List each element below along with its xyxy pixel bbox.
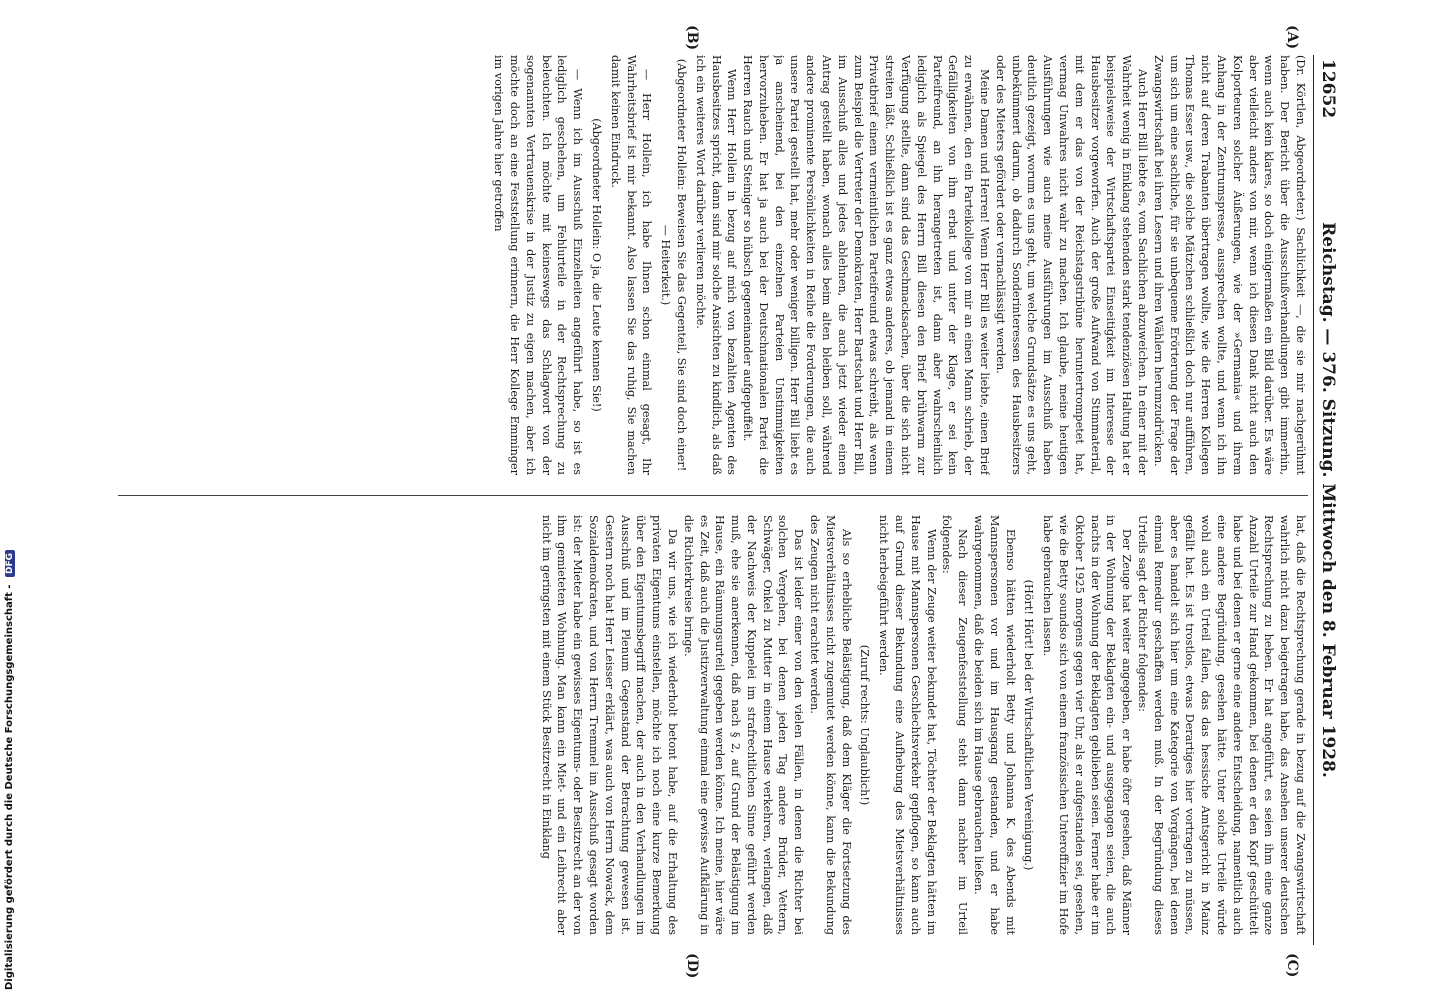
paragraph: — Herr Hollein, ich habe Ihnen schon einmal gesagt, Ihr Wahrheitsbrief ist mir bekannt. Also lassen Sie das ruhig, Sie machen damit keinen Eindruck. — [608, 55, 654, 475]
margin-marker-b: (B) — [684, 25, 700, 51]
paragraph: Nach dieser Zeugenfeststellung steht dann nachher im Urteil folgendes: — [940, 515, 970, 935]
page-title: Reichstag. — 376. Sitzung. Mittwoch den 8. Februar 1928. — [1318, 222, 1338, 778]
column-divider — [118, 495, 1308, 496]
interjection: (Hört! Hört! bei der Wirtschaftlichen Vereinigung.) — [1022, 579, 1036, 871]
paragraph: Da wir uns, wie ich wiederholt betont habe, auf die Erhaltung des privaten Eigentums einstellen, möchte ich noch eine kurze Bemerkung über den Eigentumsbegriff machen, der auch in den Verhandlungen im Ausschuß und im Plenum Gegenstand der Betrachtung gewesen ist. Gestern noch hat Herr Leisser erklärt, was auch von Herrn Nowack, dem Sozialdemokraten, und von Herrn Tremmel im Ausschuß gesagt worden ist: der Mieter habe ein gewisses Eigentums- oder Besitzrecht an der von ihm gemieteten Wohnung. Man kann ein Miet- und ein Leihrecht aber nicht im geringsten mit einem Stück Besitzrecht in Einklang — [539, 515, 679, 935]
paragraph: hat, daß die Rechtsprechung gerade in bezug auf die Zwangswirtschaft wahrlich nicht dazu beigetragen habe, das Ansehen unserer deutschen Rechtsprechung zu heben. Er hat angeführt, es seien ihm eine ganze Anzahl Urteile zur Hand gekommen, bei denen er den Kopf geschüttelt habe und bei denen er gerne eine andere Entscheidung, namentlich auch eine andere Begründung, gesehen hätte. Unter solche Urteile würde wohl auch ein Urteil fallen, das das hessische Amtsgericht in Mainz gefällt hat. Es ist trostlos, etwas Derartiges hier vortragen zu müssen, aber es handelt sich hier um eine Kategorie von Vorgängen, bei denen einmal Remedur geschaffen werden muß. In der Begründung dieses Urteils sagt der Richter folgendes: — [1136, 515, 1307, 935]
margin-marker-d: (D) — [684, 953, 700, 979]
rotated-document-page — [110, 25, 1340, 979]
margin-marker-a: (A) — [1284, 25, 1300, 50]
paragraph: Auch Herr Bill liebte es, vom Sachlichen abzuweichen. In einer mit der Wahrheit wenig in Einklang stehenden stark tendenziösen Haltung hat er beispielsweise der Wirtschaftspartei Einseitigkeit im Interesse der Hausbesitzer vorgeworfen. Auch der große Aufwand von Stimmaterial, mit dem er das von der Reichstagstribüne heruntertrompetet hat, vermag Unwahres nicht wahr zu machen. Ich glaube, meine heutigen Ausführungen wie auch meine Ausführungen im Ausschuß haben deutlich gezeigt, worum es uns geht, um welche Grundsätze es uns geht, unbekümmert darum, ob dadurch Sonderinteressen des Hausbesitzers oder des Mieters gefördert oder vernachlässigt werden. — [993, 55, 1150, 475]
digitization-footer — [4, 0, 22, 990]
quoted-paragraph: Ebenso hätten wiederholt Betty und Johanna K. des Abends mit Mannspersonen vor und im Hausgang gestanden, und er habe wahrgenommen, daß die beiden sich im Hause gebrauchen ließen. — [972, 515, 1017, 935]
quoted-paragraph: Der Zeuge hat weiter angegeben, er habe öfter gesehen, daß Männer in der Wohnung der Beklagten ein- und ausgegangen seien, die auch nachts in der Wohnung der Beklagten geblieben seien. Ferner habe er im Oktober 1925 morgens gegen vier Uhr, als er aufgestanden sei, gesehen, wie die Betty soundso sich von einem französischen Unteroffizier im Hofe habe gebrauchen lassen. — [1041, 515, 1134, 935]
right-column — [118, 515, 1308, 935]
footer-text: Digitalisierung gefördert durch die Deutsche Forschungsgemeinschaft - — [4, 584, 15, 990]
interjection: (Zuruf rechts: Unglaublich!) — [858, 644, 872, 806]
quoted-paragraph: Wenn der Zeuge weiter bekundet hat, Töchter der Beklagten hätten im Hause mit Mannspersonen Geschlechtsverkehr gepflogen, so kann auch auf Grund dieser Bekundung eine Aufhebung des Mietsverhältnisses nicht herbeigeführt werden. — [877, 515, 938, 935]
left-column — [118, 55, 1308, 475]
page-number: 12652 — [1318, 59, 1338, 119]
margin-marker-c: (C) — [1284, 953, 1300, 978]
paragraph: — Wenn ich im Ausschuß Einzelheiten angeführt habe, so ist es lediglich geschehen, um Fehlurteile in der Rechtsprechung zu beleuchten. Ich möchte mit keineswegs das Schlagwort von der sogenannten Vertrauenskrise in der Justiz zu eigen machen, aber ich möchte doch an eine Feststellung erinnern, die Herr Kollege Emminger im vorigen Jahre hier getroffen — [492, 55, 585, 475]
quoted-paragraph: Als so erhebliche Belästigung, daß dem Kläger die Fortsetzung des Mietsverhältnisses nicht zugemutet werden könne, kann die Bekundung des Zeugen nicht erachtet werden. — [808, 515, 853, 935]
paragraph: Meine Damen und Herren! Wenn Herr Bill es weiter liebte, einen Brief zu erwähnen, den ein Parteikollege von mir an einen Mann schrieb, der Gefälligkeiten von ihm erbat und unter der Klage, er sei kein Parteifreund, an ihn herangetreten ist, dann aber wahrscheinlich lediglich als Spiegel des Herrn Bill diesen den Brief brühwarm zur Verfügung stellte, dann sind das Geschmacksachen, über die sich nicht streiten läßt. Schließlich ist es ganz etwas anderes, ob jemand in einem Privatbrief einem vermeintlichen Parteifreund etwas schreibt, als wenn zum Beispiel die Vertreter der Demokraten, Herr Bartschat und Herr Bill, im Ausschuß alles und jedes ablehnen, die auch jetzt wieder einen Antrag gestellt haben, wonach alles beim alten bleiben soll, während andere prominente Persönlichkeiten in Reihe die Forderungen, die auch unsere Partei gestellt hat, mehr oder weniger billigen. Herr Bill liebt es ja anscheinend, bei den einzelnen Parteien Unstimmigkeiten hervorzuheben. Er hat ja auch bei der Deutschnationalen Partei die Herren Rauch und Steiniger so hübsch gegeneinander aufgepuffelt. — [741, 55, 992, 475]
paragraph: Das ist leider einer von den vielen Fällen, in denen die Richter bei solchen Vergehen, bei denen jeden Tag andere Brüder, Vettern, Schwäger, Onkel zu Mutter in einem Hause verkehren, verlangen, daß der Nachweis der Kuppelei im strafrechtlichen Sinne geführt werden muß, ehe sie anerkennen, daß nach § 2, auf Grund der Belästigung im Hause, ein Räumungsurteil gegeben werden könne. Ich meine, hier wäre es Zeit, daß auch die Justizverwaltung einmal eine gewisse Aufklärung in die Richterkreise bringe. — [681, 515, 806, 935]
paragraph: Wenn Herr Hollein in bezug auf mich von bezahlten Agenten des Hausbesitzes spricht, dann sind mir solche Ansichten zu kindlich, als daß ich ein weiteres Wort darüber verlieren möchte. — [693, 55, 739, 475]
dfg-logo: DFG — [5, 550, 15, 577]
paragraph: (Dr. Körtlen, Abgeordneter.) Sachlichkeit —, die sie mir nachgerühmt haben. Der Bericht über die Ausschußverhandlungen gibt immerhin, wenn auch kein klares, so doch einigermaßen ein Bild darüber. Es wäre aber vielleicht anders von mir, wenn ich diesen Dank nicht auch den Kolporteuren solcher Äußerungen, wie der »Germania« und ihrem Anhang in der Zentrumspresse, aussprechen wollte, und wenn ich ihn nicht auf deren Trabanten übertragen wollte, wie die Herren Kollegen Thomas Esser usw., die solche Mätzchen schließlich doch nur aufführen, um sich um eine sachliche, für sie unbequeme Erörterung der Frage der Zwangswirtschaft bei ihren Lesern und ihren Wählern herumzudrücken. — [1151, 55, 1307, 475]
interjection: (Abgeordneter Hollein: Beweisen Sie das Gegenteil, Sie sind doch einer! — Heiterkeit.) — [659, 58, 688, 472]
interjection: (Abgeordneter Hollein: O ja, die Leute kennen Sie!) — [589, 118, 603, 412]
page-header — [1313, 55, 1340, 945]
